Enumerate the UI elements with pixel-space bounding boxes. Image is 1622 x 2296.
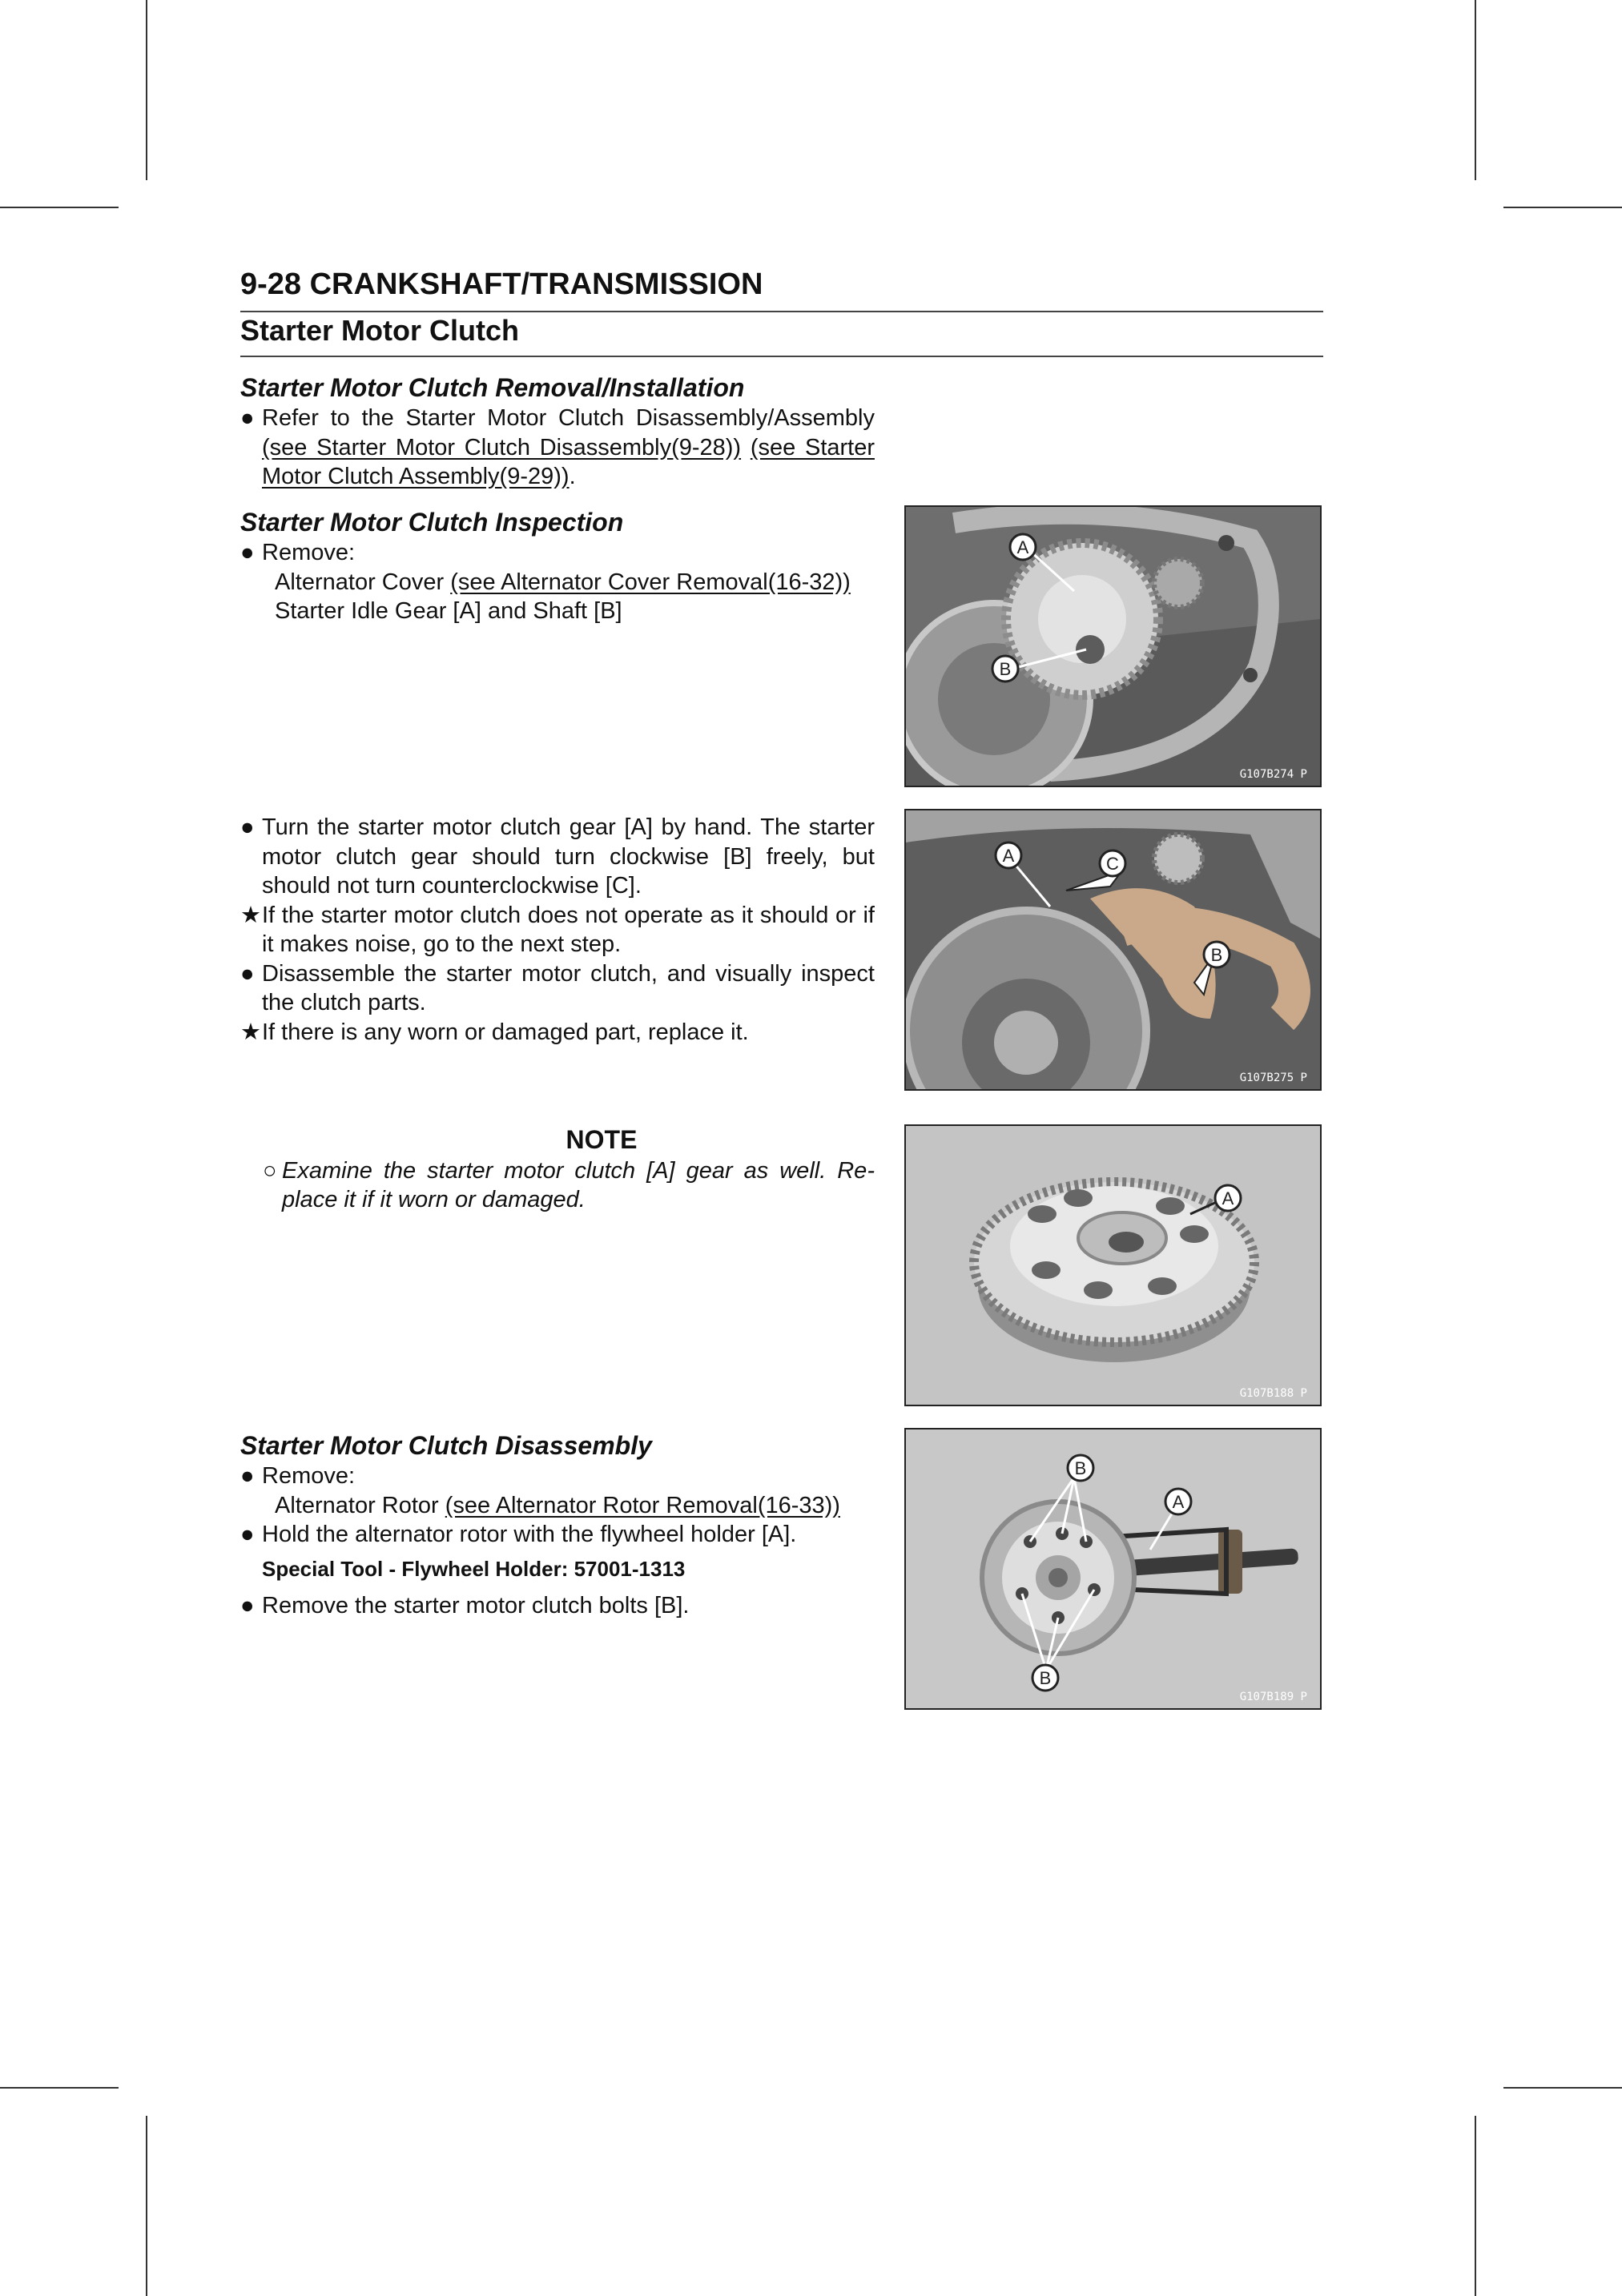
not-operate-step bbox=[240, 901, 875, 959]
cover-removal-link[interactable]: (see Alternator Cover Removal(16-32)) bbox=[450, 569, 851, 595]
period-text: . bbox=[569, 464, 576, 489]
inspection-steps bbox=[240, 813, 875, 1047]
worn-text: If there is any worn or damaged part, replace it. bbox=[262, 1019, 749, 1045]
crop-mark bbox=[0, 207, 119, 208]
section-rule bbox=[240, 356, 1323, 357]
callout-label bbox=[1010, 534, 1036, 560]
note-text: Examine the starter motor clutch [A] gear as well. Replace it if it worn or damaged. bbox=[282, 1157, 875, 1212]
bullet-icon: ● bbox=[240, 814, 255, 840]
svg-text:A: A bbox=[1016, 537, 1029, 557]
alternator-rotor-line bbox=[240, 1491, 875, 1521]
page-header bbox=[240, 264, 1323, 304]
svg-text:B: B bbox=[1074, 1458, 1087, 1478]
crop-mark bbox=[1475, 0, 1476, 180]
callout-label bbox=[1204, 942, 1230, 967]
crop-mark bbox=[1503, 207, 1622, 208]
photo-clutch-rotation bbox=[904, 809, 1322, 1091]
turn-gear-step bbox=[240, 813, 875, 901]
rotor-text: Alternator Rotor bbox=[275, 1492, 445, 1518]
assembly-link[interactable]: (see Starter Motor Clutch Assembly(9-29)) bbox=[262, 434, 875, 489]
crop-mark bbox=[146, 2116, 147, 2296]
photo-code: G107B274 P bbox=[1239, 768, 1307, 781]
turn-gear-text: Turn the starter motor clutch gear [A] by hand. The starter motor clutch gear should turn clockwise [B] freely, but should not turn counterclockwise [C]. bbox=[262, 814, 875, 899]
callout-label bbox=[1100, 850, 1125, 876]
photo-code: G107B188 P bbox=[1239, 1387, 1307, 1400]
note-block bbox=[240, 1125, 875, 1215]
photo-idle-gear bbox=[904, 505, 1322, 787]
worn-step bbox=[240, 1018, 875, 1047]
disassembly-remove bbox=[240, 1462, 875, 1491]
alternator-cover-line bbox=[240, 568, 875, 597]
bullet-icon: ● bbox=[240, 1593, 255, 1618]
bolts-text: Remove the starter motor clutch bolts [B]. bbox=[262, 1593, 690, 1618]
removal-bullet bbox=[240, 404, 875, 492]
disassembly-title: Starter Motor Clutch Disassembly bbox=[240, 1431, 652, 1460]
note-title: NOTE bbox=[565, 1125, 638, 1154]
star-icon: ★ bbox=[240, 1019, 261, 1045]
crop-mark bbox=[1475, 2116, 1476, 2296]
remove-label: Remove: bbox=[262, 540, 356, 565]
svg-text:A: A bbox=[1172, 1492, 1185, 1512]
rotor-removal-link[interactable]: (see Alternator Rotor Removal(16-33)) bbox=[445, 1492, 840, 1518]
svg-text:B: B bbox=[1210, 945, 1223, 965]
photo-code: G107B189 P bbox=[1239, 1691, 1307, 1703]
disassemble-text: Disassemble the starter motor clutch, and visually inspect the clutch parts. bbox=[262, 960, 875, 1015]
not-operate-text: If the starter motor clutch does not operate as it should or if it makes noise, go to the next step. bbox=[262, 902, 875, 957]
bullet-icon: ● bbox=[240, 1522, 255, 1547]
callout-label bbox=[1165, 1489, 1191, 1514]
crop-mark bbox=[146, 0, 147, 180]
callout-label bbox=[996, 842, 1021, 868]
section-title: Starter Motor Clutch bbox=[240, 314, 520, 347]
photo-clutch-gear bbox=[904, 1124, 1322, 1406]
callout-label bbox=[992, 656, 1018, 682]
page-title: 9-28 CRANKSHAFT/TRANSMISSION bbox=[240, 267, 763, 301]
photo-code: G107B275 P bbox=[1239, 1072, 1307, 1084]
note-body bbox=[240, 1156, 875, 1215]
idle-gear-line: Starter Idle Gear [A] and Shaft [B] bbox=[275, 598, 622, 624]
bullet-icon: ● bbox=[240, 540, 255, 565]
inspection-title: Starter Motor Clutch Inspection bbox=[240, 508, 624, 537]
disassembly-link[interactable]: (see Starter Motor Clutch Disassembly(9-28)) bbox=[262, 434, 742, 460]
inspection-section bbox=[240, 506, 875, 626]
remove-bolts-step bbox=[240, 1591, 875, 1621]
special-tool: Special Tool - Flywheel Holder: 57001-1313 bbox=[262, 1556, 686, 1581]
callout-label bbox=[1032, 1665, 1058, 1691]
star-icon: ★ bbox=[240, 902, 261, 928]
removal-text: Refer to the Starter Motor Clutch Disassembly/Assembly bbox=[262, 405, 875, 431]
removal-section bbox=[240, 372, 875, 492]
circle-icon: ○ bbox=[263, 1157, 277, 1184]
disassemble-step bbox=[240, 959, 875, 1018]
hold-rotor-step bbox=[240, 1520, 875, 1550]
svg-text:A: A bbox=[1002, 846, 1015, 866]
svg-text:A: A bbox=[1222, 1188, 1234, 1208]
callout-label bbox=[1068, 1455, 1093, 1481]
callout-label bbox=[1215, 1185, 1241, 1211]
crop-mark bbox=[1503, 2087, 1622, 2089]
disassembly-section bbox=[240, 1429, 875, 1621]
photo-flywheel-holder bbox=[904, 1428, 1322, 1710]
svg-text:C: C bbox=[1106, 854, 1119, 874]
crop-mark bbox=[0, 2087, 119, 2089]
bullet-icon: ● bbox=[240, 1463, 255, 1489]
svg-text:B: B bbox=[999, 659, 1012, 679]
cover-text: Alternator Cover bbox=[275, 569, 451, 595]
remove-label: Remove: bbox=[262, 1463, 356, 1489]
svg-text:B: B bbox=[1039, 1668, 1052, 1688]
bullet-icon: ● bbox=[240, 405, 255, 431]
spacer-text bbox=[741, 435, 751, 460]
inspection-remove bbox=[240, 538, 875, 568]
hold-text: Hold the alternator rotor with the flywheel holder [A]. bbox=[262, 1522, 797, 1547]
bullet-icon: ● bbox=[240, 960, 255, 987]
removal-title: Starter Motor Clutch Removal/Installation bbox=[240, 373, 745, 402]
